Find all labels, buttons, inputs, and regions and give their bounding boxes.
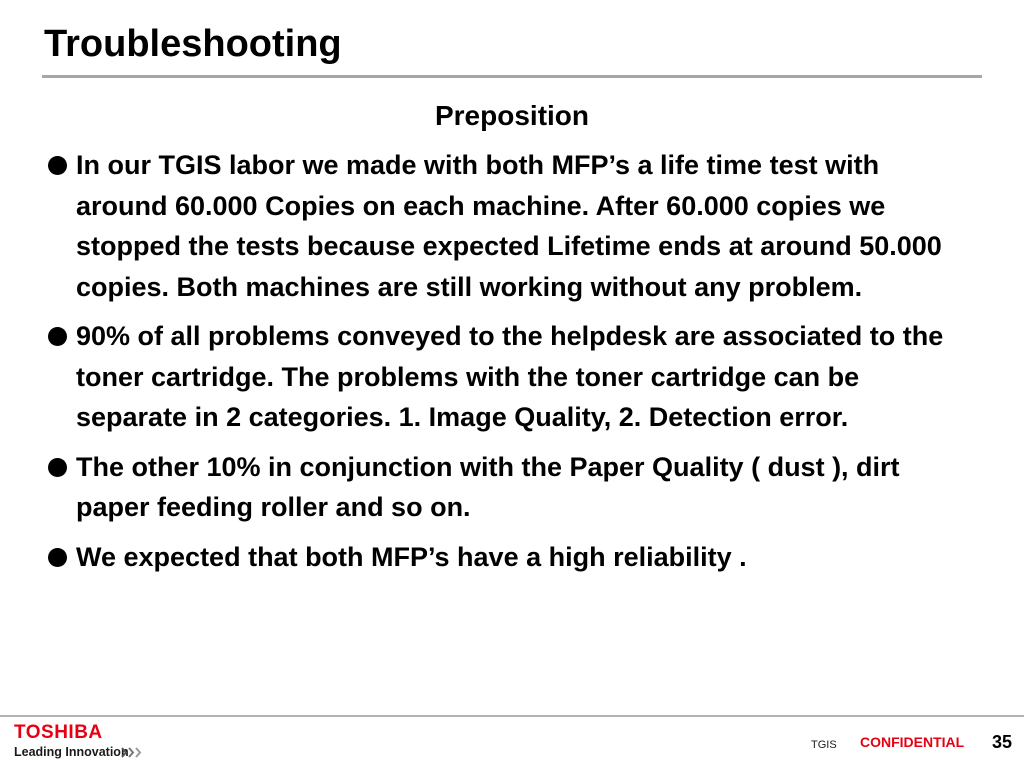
bullet-dot-icon [48, 458, 67, 477]
footer-org-label: TGIS [811, 739, 837, 751]
bullet-text: In our TGIS labor we made with both MFP’s a life time test with around 60.000 Copies on each machine. After 60.000 copies we stopped the tests because expected Lifetime ends at around 50.000 copies. Both machines are still working without any problem. [76, 150, 942, 302]
bullet-item [46, 145, 976, 307]
bullet-item [46, 447, 976, 528]
bullet-text: We expected that both MFP’s have a high reliability . [76, 541, 747, 572]
footer-divider [0, 715, 1024, 717]
bullet-text: 90% of all problems conveyed to the helpdesk are associated to the toner cartridge. The problems with the toner cartridge can be separate in 2 categories. 1. Image Quality, 2. Detection error. [76, 321, 944, 432]
confidential-label: CONFIDENTIAL [860, 734, 965, 750]
bullet-list [46, 145, 976, 586]
slide-subtitle: Preposition [434, 100, 589, 131]
title-divider [42, 75, 982, 78]
logo-tagline: Leading Innovation [14, 745, 129, 759]
page-number: 35 [991, 732, 1012, 752]
bullet-dot-icon [48, 156, 67, 175]
bullet-dot-icon [48, 548, 67, 567]
bullet-item [46, 537, 976, 578]
toshiba-logo: TOSHIBA [14, 722, 103, 743]
bullet-item [46, 316, 976, 438]
slide-title: Troubleshooting [44, 23, 342, 65]
bullet-text: The other 10% in conjunction with the Paper Quality ( dust ), dirt paper feeding roller and so on. [76, 451, 900, 522]
bullet-dot-icon [48, 327, 67, 346]
triple-chevron-right-icon [121, 747, 143, 758]
